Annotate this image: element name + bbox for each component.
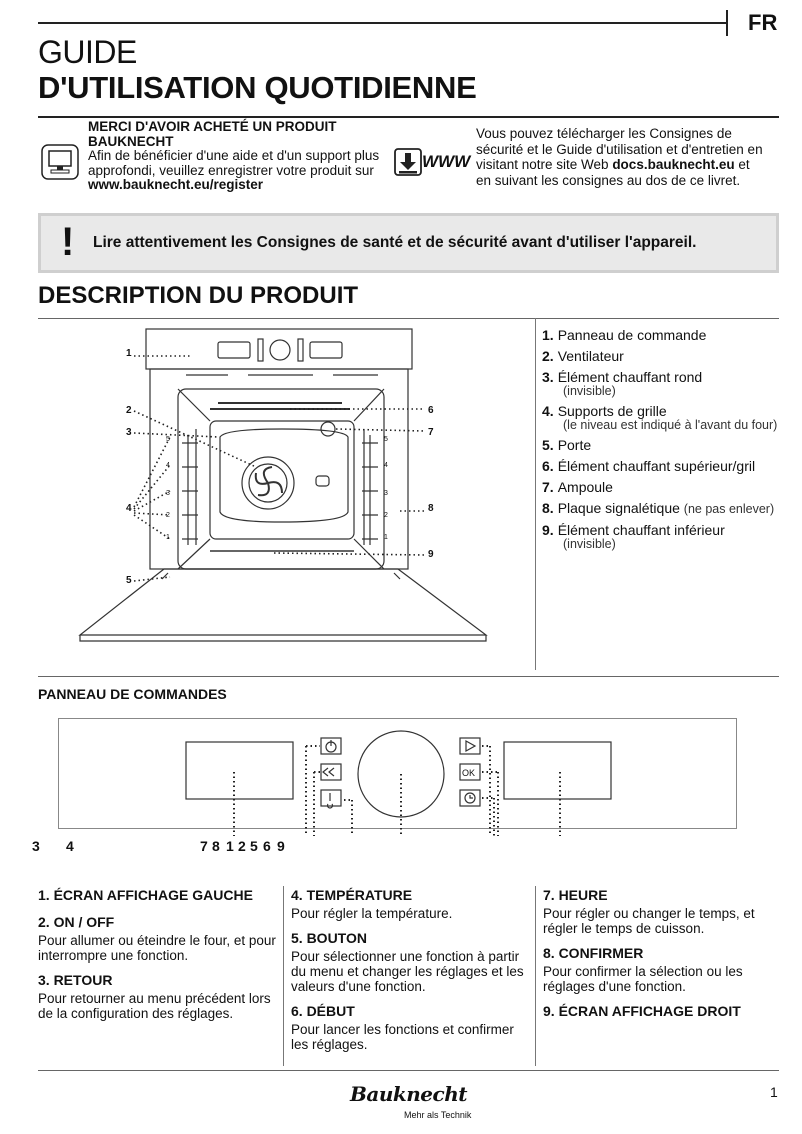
- computer-icon: [40, 143, 80, 183]
- panel-number-4: 4: [66, 838, 74, 854]
- legend-item: 1. Panneau de commande: [542, 327, 707, 343]
- oven-left-display: [218, 342, 250, 358]
- exclamation-icon: !: [61, 220, 75, 264]
- function-heading: 3. RETOUR: [38, 972, 113, 988]
- function-desc: Pour allumer ou éteindre le four, et pour interrompre une fonction.: [38, 933, 276, 963]
- top-rule: [38, 22, 726, 24]
- function-desc: Pour régler ou changer le temps, et régler le temps de cuisson.: [543, 906, 755, 936]
- www-label: WWW: [422, 152, 471, 171]
- language-code: FR: [748, 10, 778, 35]
- oven-knob: [270, 340, 290, 360]
- register-url[interactable]: www.bauknecht.eu/register: [88, 177, 264, 192]
- oven-diagram: [78, 325, 498, 645]
- callout-6: 6: [428, 405, 434, 416]
- register-block: [88, 120, 388, 193]
- callout-3: 3: [126, 427, 132, 438]
- start-button: [460, 738, 480, 754]
- panel-rule: [38, 676, 779, 677]
- function-heading: 9. ÉCRAN AFFICHAGE DROIT: [543, 1003, 741, 1019]
- function-heading: 7. HEURE: [543, 887, 608, 903]
- functions-column-3: [543, 888, 779, 1022]
- download-text: Vous pouvez télécharger les Consignes de sécurité et le Guide d'utilisation et d'entretien en visitant notre site Web: [476, 126, 763, 172]
- description-rule: [38, 318, 779, 319]
- rack-level-4-left: 4: [166, 462, 170, 469]
- legend-item: 6. Élément chauffant supérieur/gril: [542, 458, 756, 474]
- function-desc: Pour sélectionner une fonction à partir du menu et changer les réglages et les valeurs d'une fonction.: [291, 949, 524, 994]
- callout-1: 1: [126, 348, 132, 359]
- oven-lamp: [321, 422, 335, 436]
- section-title-panel: PANNEAU DE COMMANDES: [38, 686, 227, 702]
- rack-level-3-right: 3: [384, 490, 388, 497]
- brand-logo: Bauknecht: [350, 1082, 467, 1106]
- callout-5: 5: [126, 575, 132, 586]
- column-separator-1: [283, 886, 284, 1066]
- rack-level-4-right: 4: [384, 462, 388, 469]
- rack-level-5-right: 5: [384, 436, 388, 443]
- docs-url[interactable]: docs.bauknecht.eu: [612, 157, 735, 172]
- top-rule-tick: [726, 10, 728, 36]
- guide-subtitle: D'UTILISATION QUOTIDIENNE: [38, 70, 477, 105]
- safety-warning-text: Lire attentivement les Consignes de santé et de sécurité avant d'utiliser l'appareil.: [93, 234, 697, 251]
- function-desc: Pour lancer les fonctions et confirmer les réglages.: [291, 1022, 514, 1052]
- function-heading: 4. TEMPÉRATURE: [291, 887, 413, 903]
- panel-number-1: 1: [226, 838, 234, 854]
- function-heading: 5. BOUTON: [291, 930, 367, 946]
- callout-9: 9: [428, 549, 434, 560]
- panel-number-5: 5: [250, 838, 258, 854]
- panel-number-6: 6: [263, 838, 271, 854]
- legend-item: 8. Plaque signalétique (ne pas enlever): [542, 500, 775, 516]
- function-heading: 8. CONFIRMER: [543, 945, 644, 961]
- description-separator: [535, 318, 536, 670]
- panel-number-7: 7: [200, 838, 208, 854]
- download-block: [476, 126, 766, 188]
- callout-2: 2: [126, 405, 132, 416]
- function-heading: 2. ON / OFF: [38, 914, 115, 930]
- left-display: [186, 742, 293, 799]
- header-rule: [38, 116, 779, 118]
- legend-item: 4. Supports de grille (le niveau est indiqué à l'avant du four): [542, 403, 778, 432]
- rack-level-2-left: 2: [166, 512, 170, 519]
- ok-label: OK: [462, 768, 476, 778]
- function-desc: Pour confirmer la sélection ou les réglages d'une fonction.: [543, 964, 743, 994]
- panel-number-8: 8: [212, 838, 220, 854]
- temperature-button: [321, 790, 341, 806]
- rack-level-1-left: 1: [166, 534, 170, 541]
- download-icon: [393, 147, 425, 179]
- legend-item: 9. Élément chauffant inférieur (invisible): [542, 522, 725, 551]
- right-display: [504, 742, 611, 799]
- callout-8: 8: [428, 503, 434, 514]
- column-separator-2: [535, 886, 536, 1066]
- function-heading: 6. DÉBUT: [291, 1003, 355, 1019]
- control-panel-drawing: [58, 718, 738, 838]
- register-heading: MERCI D'AVOIR ACHETÉ UN PRODUIT BAUKNECHT: [88, 119, 337, 149]
- function-desc: Pour régler la température.: [291, 906, 453, 921]
- rack-level-2-right: 2: [384, 512, 388, 519]
- brand-tagline: Mehr als Technik: [404, 1110, 472, 1120]
- page-number: 1: [770, 1084, 778, 1100]
- footer-rule: [38, 1070, 779, 1071]
- oven-control-panel: [146, 329, 412, 369]
- safety-warning-box: [38, 213, 779, 273]
- guide-title: GUIDE: [38, 34, 137, 70]
- product-legend: [542, 328, 792, 557]
- register-text: Afin de bénéficier d'une aide et d'un support plus approfondi, veuillez enregistrer votre produit sur: [88, 148, 380, 178]
- callout-4: 4: [126, 503, 132, 514]
- rack-level-3-left: 3: [166, 490, 170, 497]
- download-text-end: et en suivant les consignes au dos de ce livret.: [476, 157, 750, 188]
- callout-7: 7: [428, 427, 434, 438]
- section-title-description: DESCRIPTION DU PRODUIT: [38, 282, 359, 309]
- rack-level-5-left: 5: [166, 436, 170, 443]
- panel-number-2: 2: [238, 838, 246, 854]
- rack-level-1-right: 1: [384, 534, 388, 541]
- function-heading: 1. ÉCRAN AFFICHAGE GAUCHE: [38, 887, 253, 903]
- legend-item: 2. Ventilateur: [542, 348, 624, 364]
- panel-number-3: 3: [32, 838, 40, 854]
- legend-item: 7. Ampoule: [542, 479, 613, 495]
- function-desc: Pour retourner au menu précédent lors de la configuration des réglages.: [38, 991, 271, 1021]
- functions-column-2: [291, 888, 531, 1062]
- legend-item: 3. Élément chauffant rond (invisible): [542, 369, 703, 398]
- functions-column-1: [38, 888, 278, 1031]
- legend-item: 5. Porte: [542, 437, 592, 453]
- back-button: [321, 764, 341, 780]
- oven-right-display: [310, 342, 342, 358]
- panel-number-9: 9: [277, 838, 285, 854]
